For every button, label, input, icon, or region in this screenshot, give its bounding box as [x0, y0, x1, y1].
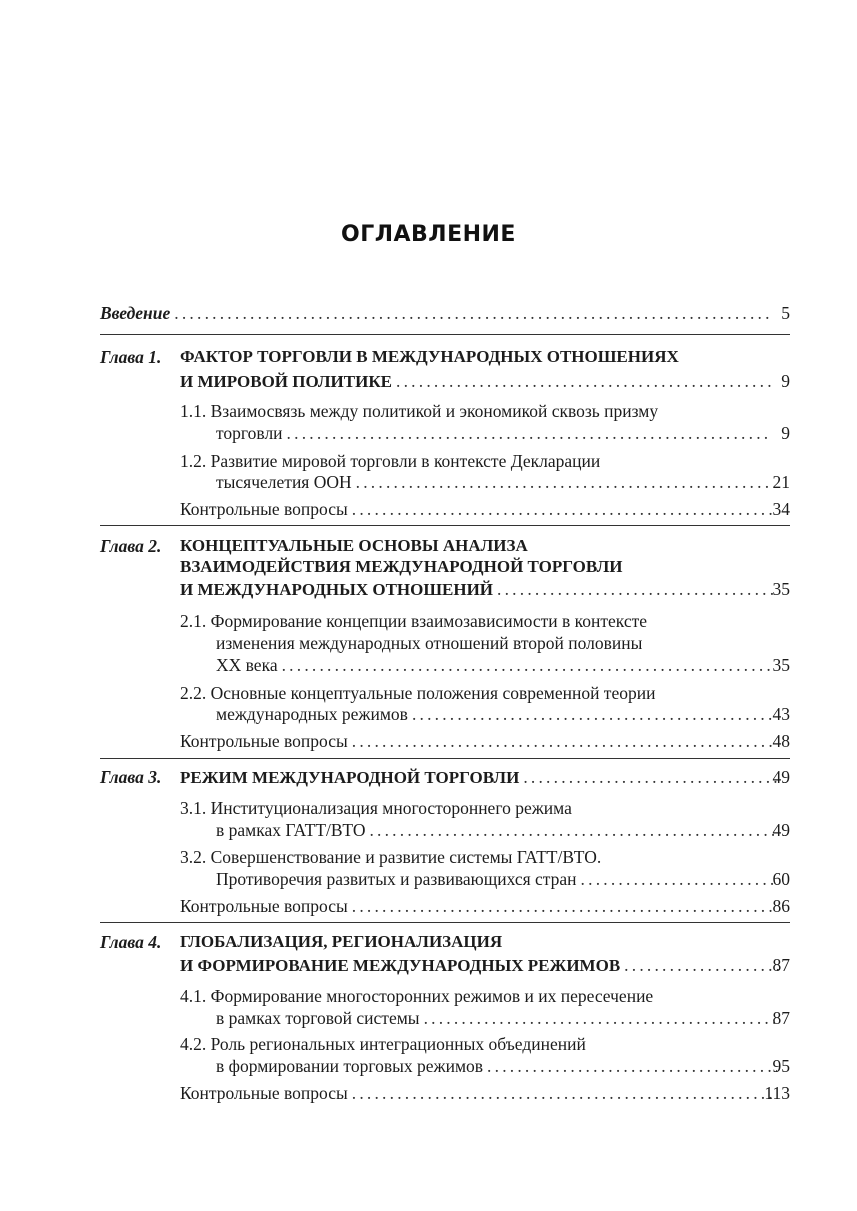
page-number: 35: [772, 579, 790, 599]
leader-dots: [396, 370, 774, 392]
section-2-2-cont[interactable]: [100, 703, 790, 725]
page-number: 43: [772, 704, 790, 724]
chapter-1-heading-cont[interactable]: [100, 370, 790, 392]
leader-dots: [356, 471, 774, 493]
section-3-2-cont[interactable]: [100, 868, 790, 890]
leader-dots: [581, 868, 779, 890]
section-2-1[interactable]: [100, 610, 790, 632]
page-number: 60: [772, 869, 790, 889]
section-4-2-cont[interactable]: [100, 1055, 790, 1077]
section-title-line: Институционализация многостороннего режима: [210, 798, 572, 818]
section-1-1-cont[interactable]: [100, 422, 790, 444]
section-number: 4.2.: [180, 1034, 207, 1054]
section-1-1[interactable]: [100, 400, 790, 422]
chapter-label: Глава 2.: [100, 536, 162, 556]
section-title-line: тысячелетия ООН: [216, 472, 352, 492]
page-number: 87: [772, 1008, 790, 1028]
section-title-line: Основные концептуальные положения современной теории: [210, 683, 656, 703]
chapter-title-line: ГЛОБАЛИЗАЦИЯ, РЕГИОНАЛИЗАЦИЯ: [180, 932, 503, 951]
page-number: 35: [772, 655, 790, 675]
section-1-2-cont[interactable]: [100, 471, 790, 493]
leader-dots: [282, 654, 772, 676]
section-title-line: Взаимосвязь между политикой и экономикой сквозь призму: [210, 401, 659, 421]
section-1-2[interactable]: [100, 450, 790, 472]
page-number: 49: [772, 767, 790, 787]
chapter-4-heading[interactable]: [100, 931, 790, 953]
divider: [100, 922, 790, 923]
page-number: 86: [772, 896, 790, 916]
page-number: 113: [764, 1083, 790, 1103]
chapter-title-line: РЕЖИМ МЕЖДУНАРОДНОЙ ТОРГОВЛИ: [180, 768, 520, 787]
section-title-line: в рамках торговой системы: [216, 1008, 420, 1028]
section-title-line: торговли: [216, 423, 283, 443]
section-title-line: международных режимов: [216, 704, 408, 724]
page-title: ОГЛАВЛЕНИЕ: [341, 222, 516, 247]
chapter-title-line: И МЕЖДУНАРОДНЫХ ОТНОШЕНИЙ: [180, 580, 494, 599]
page-number: 34: [772, 499, 790, 519]
section-4-1-cont[interactable]: [100, 1007, 790, 1029]
section-title-line: изменения международных отношений второй половины: [216, 633, 643, 653]
section-number: 1.1.: [180, 401, 207, 421]
section-title-line: Противоречия развитых и развивающихся стран: [216, 869, 577, 889]
page-number: 87: [772, 955, 790, 975]
leader-dots: [412, 703, 775, 725]
section-number: 3.2.: [180, 847, 207, 867]
page-number: 5: [781, 303, 790, 323]
questions-1[interactable]: [100, 498, 790, 520]
section-4-1[interactable]: [100, 985, 790, 1007]
section-title-line: Развитие мировой торговли в контексте Декларации: [210, 451, 601, 471]
section-4-2[interactable]: [100, 1033, 790, 1055]
chapter-3-heading[interactable]: [100, 766, 790, 788]
questions-3[interactable]: [100, 895, 790, 917]
section-2-2[interactable]: [100, 682, 790, 704]
intro-title: Введение: [100, 303, 171, 323]
section-title-line: в формировании торговых режимов: [216, 1056, 484, 1076]
chapter-label: Глава 4.: [100, 932, 162, 952]
page-number: 9: [781, 423, 790, 443]
leader-dots: [287, 422, 772, 444]
questions-title: Контрольные вопросы: [180, 896, 348, 916]
leader-dots: [424, 1007, 775, 1029]
page-number: 9: [781, 371, 790, 391]
questions-title: Контрольные вопросы: [180, 499, 348, 519]
chapter-title-line: И ФОРМИРОВАНИЕ МЕЖДУНАРОДНЫХ РЕЖИМОВ: [180, 956, 621, 975]
page-number: 21: [772, 472, 790, 492]
section-title-line: Формирование концепции взаимозависимости в контексте: [210, 611, 648, 631]
section-title-line: Совершенствование и развитие системы ГАТТ/ВТО.: [210, 847, 602, 867]
section-number: 2.2.: [180, 683, 207, 703]
leader-dots: [352, 730, 774, 752]
leader-dots: [174, 302, 769, 324]
divider: [100, 758, 790, 759]
chapter-1-heading[interactable]: [100, 346, 790, 368]
section-3-2[interactable]: [100, 846, 790, 868]
chapter-title-line: И МИРОВОЙ ПОЛИТИКЕ: [180, 372, 393, 391]
section-3-1-cont[interactable]: [100, 819, 790, 841]
leader-dots: [352, 1082, 774, 1104]
chapter-label: Глава 3.: [100, 767, 162, 787]
section-3-1[interactable]: [100, 797, 790, 819]
chapter-4-heading-cont[interactable]: [100, 954, 790, 976]
chapter-title-line: КОНЦЕПТУАЛЬНЫЕ ОСНОВЫ АНАЛИЗА: [180, 536, 528, 555]
section-title-line: XX века: [216, 655, 278, 675]
page-number: 95: [772, 1056, 790, 1076]
section-number: 1.2.: [180, 451, 207, 471]
questions-title: Контрольные вопросы: [180, 731, 348, 751]
toc-entry-intro[interactable]: [100, 302, 790, 324]
chapter-title-line: ВЗАИМОДЕЙСТВИЯ МЕЖДУНАРОДНОЙ ТОРГОВЛИ: [180, 557, 623, 576]
divider: [100, 525, 790, 526]
section-number: 3.1.: [180, 798, 207, 818]
section-title-line: Роль региональных интеграционных объединений: [210, 1034, 586, 1054]
leader-dots: [352, 498, 774, 520]
leader-dots: [487, 1055, 777, 1077]
chapter-2-heading[interactable]: [100, 535, 790, 557]
leader-dots: [369, 819, 773, 841]
leader-dots: [352, 895, 774, 917]
section-number: 4.1.: [180, 986, 207, 1006]
section-title-line: Формирование многосторонних режимов и их пересечение: [210, 986, 654, 1006]
section-number: 2.1.: [180, 611, 207, 631]
page-number: 48: [772, 731, 790, 751]
questions-title: Контрольные вопросы: [180, 1083, 348, 1103]
chapter-2-heading-cont[interactable]: [100, 556, 790, 578]
leader-dots: [624, 954, 780, 976]
section-2-1-cont[interactable]: [100, 654, 790, 676]
chapter-title-line: ФАКТОР ТОРГОВЛИ В МЕЖДУНАРОДНЫХ ОТНОШЕНИЯХ: [180, 347, 679, 366]
divider: [100, 334, 790, 335]
section-2-1-cont[interactable]: [100, 632, 790, 654]
chapter-label: Глава 1.: [100, 347, 162, 367]
section-title-line: в рамках ГАТТ/ВТО: [216, 820, 366, 840]
leader-dots: [523, 766, 777, 788]
chapter-2-heading-cont[interactable]: [100, 578, 790, 600]
questions-4[interactable]: [100, 1082, 790, 1104]
page-number: 49: [772, 820, 790, 840]
leader-dots: [497, 578, 777, 600]
questions-2[interactable]: [100, 730, 790, 752]
